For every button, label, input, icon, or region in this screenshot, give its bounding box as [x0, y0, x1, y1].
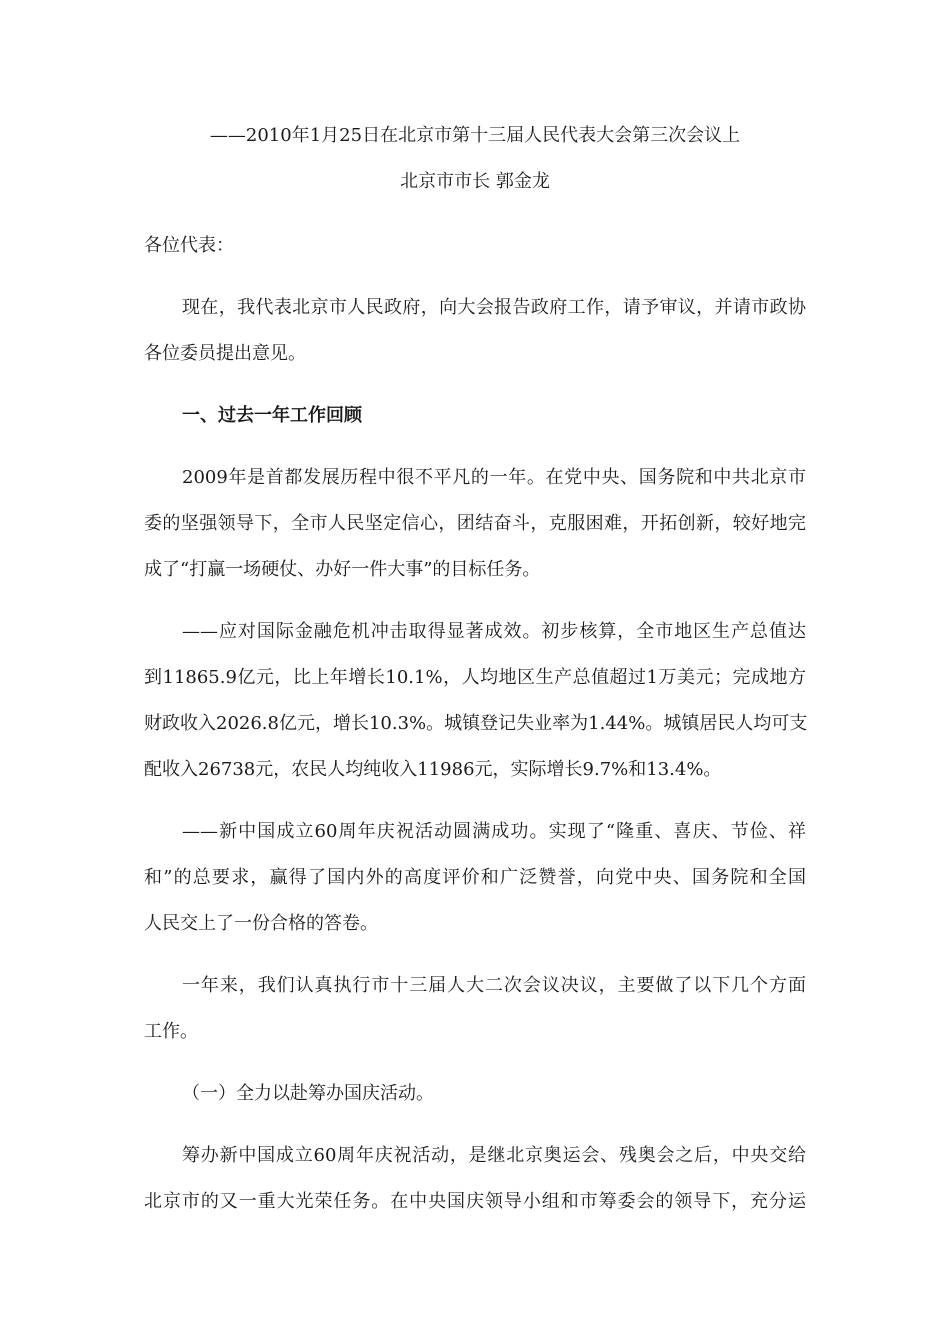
intro-line-2: 各位委员提出意见。 — [144, 343, 306, 364]
para-finance-line-2: 到11865.9亿元，比上年增长10.1%，人均地区生产总值超过1万美元；完成地方 — [144, 667, 806, 688]
report-subtitle: ——2010年1月25日在北京市第十三届人民代表大会第三次会议上 — [209, 125, 741, 146]
salutation: 各位代表： — [144, 235, 234, 256]
para-finance-line-4: 配收入26738元，农民人均纯收入11986元，实际增长9.7%和13.4%。 — [144, 759, 722, 780]
para-finance-line-3: 财政收入2026.8亿元，增长10.3%。城镇登记失业率为1.44%。城镇居民人均可支 — [144, 713, 808, 734]
para-2009-line-3: 成了“打赢一场硬仗、办好一件大事”的目标任务。 — [144, 559, 541, 580]
para-preparation-line-2: 北京市的又一重大光荣任务。在中央国庆领导小组和市筹委会的领导下，充分运 — [144, 1191, 806, 1212]
para-year-line-1: 一年来，我们认真执行市十三届人大二次会议决议，主要做了以下几个方面 — [182, 975, 806, 996]
section-heading-review: 一、过去一年工作回顾 — [182, 405, 362, 426]
para-finance-line-1: ——应对国际金融危机冲击取得显著成效。初步核算，全市地区生产总值达 — [182, 621, 806, 642]
speaker-line: 北京市市长 郭金龙 — [400, 171, 550, 192]
intro-line-1: 现在，我代表北京市人民政府，向大会报告政府工作，请予审议，并请市政协 — [182, 297, 806, 318]
para-2009-line-1: 2009年是首都发展历程中很不平凡的一年。在党中央、国务院和中共北京市 — [182, 467, 806, 488]
para-2009-line-2: 委的坚强领导下，全市人民坚定信心，团结奋斗，克服困难，开拓创新，较好地完 — [144, 513, 806, 534]
para-60th-line-3: 人民交上了一份合格的答卷。 — [144, 913, 378, 934]
para-60th-line-2: 和”的总要求，赢得了国内外的高度评价和广泛赞誉，向党中央、国务院和全国 — [144, 867, 806, 888]
para-preparation-line-1: 筹办新中国成立60周年庆祝活动，是继北京奥运会、残奥会之后，中央交给 — [182, 1145, 806, 1166]
para-60th-line-1: ——新中国成立60周年庆祝活动圆满成功。实现了“隆重、喜庆、节俭、祥 — [182, 821, 806, 842]
para-year-line-2: 工作。 — [144, 1021, 198, 1042]
subsection-heading-national-day: （一）全力以赴筹办国庆活动。 — [182, 1083, 434, 1104]
